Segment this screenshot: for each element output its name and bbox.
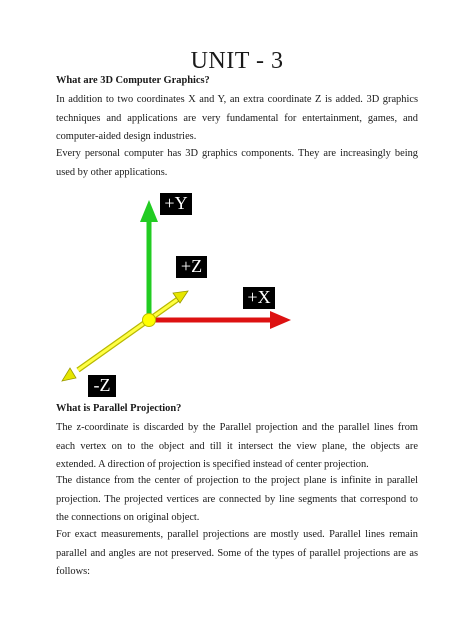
page-title: UNIT - 3 (190, 48, 284, 74)
y-axis-arrowhead (140, 200, 158, 222)
paragraph-3d-components: Every personal computer has 3D graphics components. They are increasingly being used by other applications. (56, 148, 418, 178)
z-axis-line (78, 297, 181, 370)
paragraph-3d-intro: In addition to two coordinates X and Y, an extra coordinate Z is added. 3D graphics techniques and applications are very fundamental for entertainment, games, and computer-aided design industries. (56, 94, 418, 142)
section-heading-parallel-projection: What is Parallel Projection? (56, 403, 182, 414)
paragraph-parallel-distance: The distance from the center of projection to the project plane is infinite in parallel projection. The projected vertices are connected by line segments that correspond to the connections on original object. (56, 475, 418, 523)
z-axis-arrowhead-negative (62, 368, 76, 381)
paragraph-parallel-intro: The z-coordinate is discarded by the Parallel projection and the parallel lines from each vertex on to the object and till it intersect the view plane, the objects are extended. A direction of projection is specified instead of center projection. (56, 422, 418, 470)
section-heading-3d-graphics: What are 3D Computer Graphics? (56, 75, 210, 86)
plus-y-label: +Y (160, 193, 192, 215)
minus-z-label: -Z (88, 375, 116, 397)
plus-z-label: +Z (176, 256, 207, 278)
x-axis-arrowhead (270, 311, 291, 329)
paragraph-parallel-measurements: For exact measurements, parallel projections are mostly used. Parallel lines remain parallel and angles are not preserved. Some of the types of parallel projections are as follows: (56, 529, 418, 577)
plus-x-label: +X (243, 287, 275, 309)
origin-point (143, 314, 156, 327)
